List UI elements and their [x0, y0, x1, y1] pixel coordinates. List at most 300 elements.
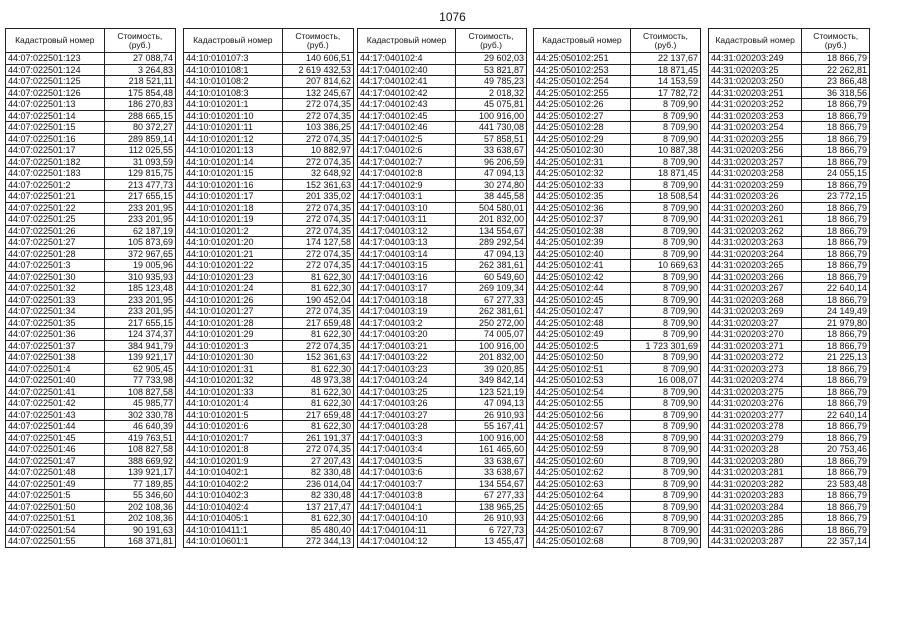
cost-value: 233 201,95 [104, 294, 175, 306]
cost-value: 8 709,90 [630, 306, 700, 318]
cost-value: 18 866,79 [802, 329, 870, 341]
cadastral-number: 44:17:040103:6 [358, 467, 456, 479]
header-row [184, 29, 354, 53]
cost-value: 17 782,72 [630, 87, 700, 99]
cost-value: 33 638,67 [456, 145, 527, 157]
cadastral-number: 44:31:020203:274 [709, 375, 802, 387]
table-row [358, 513, 527, 525]
cost-value: 8 709,90 [630, 317, 700, 329]
cadastral-number: 44:31:020203:257 [709, 156, 802, 168]
table-row [184, 225, 354, 237]
cost-value: 201 832,00 [456, 352, 527, 364]
cost-value: 138 965,25 [456, 501, 527, 513]
table-row [184, 237, 354, 249]
table-row [184, 214, 354, 226]
table-row [534, 317, 701, 329]
cadastral-number: 44:17:040103:16 [358, 271, 456, 283]
table-row [358, 306, 527, 318]
page-number: 1076 [439, 10, 466, 24]
cost-value: 218 521,11 [104, 76, 175, 88]
cost-value: 81 622,30 [282, 363, 353, 375]
table-row [534, 179, 701, 191]
cadastral-number: 44:07:022501:30 [6, 271, 105, 283]
cost-value: 217 659,48 [282, 317, 353, 329]
table-row [534, 478, 701, 490]
cadastral-number: 44:17:040102:42 [358, 87, 456, 99]
cadastral-number: 44:31:020203:273 [709, 363, 802, 375]
cost-value: 272 074,35 [282, 156, 353, 168]
cadastral-number: 44:25:050102:39 [534, 237, 631, 249]
table-row [358, 398, 527, 410]
cadastral-number: 44:25:050102:48 [534, 317, 631, 329]
cost-value: 18 866,79 [802, 53, 870, 65]
table-row [358, 421, 527, 433]
table-row [184, 329, 354, 341]
table-row [709, 490, 870, 502]
cadastral-number: 44:10:010201:8 [184, 444, 283, 456]
table-row [6, 306, 176, 318]
cost-value: 140 606,51 [282, 53, 353, 65]
cost-value: 27 088,74 [104, 53, 175, 65]
table-row [358, 386, 527, 398]
cadastral-number: 44:07:022501:49 [6, 478, 105, 490]
table-row [534, 122, 701, 134]
cost-value: 18 866,79 [802, 294, 870, 306]
cost-value: 185 123,48 [104, 283, 175, 295]
cost-value: 174 127,58 [282, 237, 353, 249]
cadastral-number: 44:17:040103:19 [358, 306, 456, 318]
cadastral-number: 44:10:010405:1 [184, 513, 283, 525]
cost-value: 33 638,67 [456, 467, 527, 479]
cadastral-table-1 [5, 28, 176, 548]
table-row [534, 306, 701, 318]
table-row [184, 536, 354, 548]
cadastral-number: 44:10:010201:29 [184, 329, 283, 341]
cost-value: 18 871,45 [630, 168, 700, 180]
cost-value: 53 821,87 [456, 64, 527, 76]
table-row [184, 386, 354, 398]
cadastral-number: 44:17:040103:17 [358, 283, 456, 295]
cadastral-number: 44:07:022501:42 [6, 398, 105, 410]
cost-value: 190 452,04 [282, 294, 353, 306]
cost-value: 18 866,79 [802, 179, 870, 191]
cost-value: 23 772,15 [802, 191, 870, 203]
cadastral-number: 44:10:010201:22 [184, 260, 283, 272]
cadastral-number: 44:07:022501:38 [6, 352, 105, 364]
cadastral-number: 44:07:022501:123 [6, 53, 105, 65]
cadastral-number: 44:31:020203:287 [709, 536, 802, 548]
table-row [184, 306, 354, 318]
cadastral-number: 44:07:022501:40 [6, 375, 105, 387]
table-row [358, 237, 527, 249]
table-row [534, 432, 701, 444]
cadastral-number: 44:31:020203:286 [709, 524, 802, 536]
cost-value: 18 866,79 [802, 432, 870, 444]
table-row [184, 513, 354, 525]
cadastral-number: 44:07:022501:126 [6, 87, 105, 99]
cost-value: 38 445,58 [456, 191, 527, 203]
table-row [358, 283, 527, 295]
cadastral-number: 44:07:022501:41 [6, 386, 105, 398]
cadastral-number: 44:25:050102:59 [534, 444, 631, 456]
cost-value: 22 137,67 [630, 53, 700, 65]
cost-value: 100 916,00 [456, 110, 527, 122]
table-row [534, 99, 701, 111]
cost-value: 236 014,04 [282, 478, 353, 490]
table-row [6, 260, 176, 272]
cost-value: 18 866,79 [802, 133, 870, 145]
cost-value: 100 916,00 [456, 340, 527, 352]
table-row [709, 260, 870, 272]
cost-value: 175 854,48 [104, 87, 175, 99]
cost-value: 8 709,90 [630, 179, 700, 191]
cost-value: 213 477,73 [104, 179, 175, 191]
cost-value: 419 763,51 [104, 432, 175, 444]
table-row [534, 191, 701, 203]
table-row [358, 179, 527, 191]
table-row [6, 156, 176, 168]
cadastral-number: 44:31:020203:281 [709, 467, 802, 479]
cadastral-number: 44:10:010201:13 [184, 145, 283, 157]
table-row [534, 398, 701, 410]
table-row [709, 329, 870, 341]
cost-value: 137 217,47 [282, 501, 353, 513]
cost-value: 441 730,08 [456, 122, 527, 134]
cadastral-number: 44:25:050102:65 [534, 501, 631, 513]
cadastral-number: 44:10:010201:11 [184, 122, 283, 134]
table-row [358, 455, 527, 467]
cadastral-number: 44:25:050102:254 [534, 76, 631, 88]
cost-value: 45 985,77 [104, 398, 175, 410]
cost-value: 22 640,14 [802, 409, 870, 421]
cadastral-number: 44:10:010201:7 [184, 432, 283, 444]
header-row [6, 29, 176, 53]
cost-value: 8 709,90 [630, 202, 700, 214]
cost-value: 18 866,79 [802, 375, 870, 387]
cost-value: 18 866,79 [802, 260, 870, 272]
cost-value: 18 508,54 [630, 191, 700, 203]
cadastral-number: 44:17:040103:3 [358, 432, 456, 444]
cost-value: 18 871,45 [630, 64, 700, 76]
cost-value: 18 866,79 [802, 122, 870, 134]
cadastral-number: 44:10:010402:4 [184, 501, 283, 513]
table-row [184, 444, 354, 456]
cadastral-number: 44:31:020203:278 [709, 421, 802, 433]
cost-value: 33 638,67 [456, 455, 527, 467]
cost-value: 30 274,80 [456, 179, 527, 191]
cadastral-number: 44:07:022501:15 [6, 122, 105, 134]
cost-value: 272 074,35 [282, 248, 353, 260]
cost-value: 49 785,23 [456, 76, 527, 88]
cadastral-number: 44:17:040102:45 [358, 110, 456, 122]
cadastral-number: 44:25:050102:54 [534, 386, 631, 398]
table-row [709, 179, 870, 191]
cadastral-number: 44:25:050102:5 [534, 340, 631, 352]
cadastral-number: 44:31:020203:269 [709, 306, 802, 318]
cadastral-number: 44:07:022501:26 [6, 225, 105, 237]
cadastral-number: 44:25:050102:56 [534, 409, 631, 421]
cadastral-number: 44:25:050102:67 [534, 524, 631, 536]
cost-value: 217 659,48 [282, 409, 353, 421]
cadastral-number: 44:17:040103:26 [358, 398, 456, 410]
table-row [184, 168, 354, 180]
cadastral-number: 44:07:022501:124 [6, 64, 105, 76]
cadastral-number: 44:25:050102:50 [534, 352, 631, 364]
cost-value: 18 866,79 [802, 513, 870, 525]
cost-value: 18 866,79 [802, 99, 870, 111]
cadastral-number: 44:25:050102:64 [534, 490, 631, 502]
table-row [358, 352, 527, 364]
cost-value: 8 709,90 [630, 398, 700, 410]
cadastral-number: 44:17:040103:4 [358, 444, 456, 456]
cadastral-number: 44:07:022501:48 [6, 467, 105, 479]
cost-value: 8 709,90 [630, 467, 700, 479]
cost-value: 186 270,83 [104, 99, 175, 111]
table-row [6, 432, 176, 444]
table-row [534, 271, 701, 283]
table-row [534, 352, 701, 364]
table-row [358, 340, 527, 352]
table-row [6, 490, 176, 502]
cost-value: 18 866,79 [802, 110, 870, 122]
table-row [709, 225, 870, 237]
cost-value: 388 669,92 [104, 455, 175, 467]
cadastral-number: 44:31:020203:26 [709, 191, 802, 203]
cadastral-number: 44:17:040103:12 [358, 225, 456, 237]
cost-value: 67 277,33 [456, 490, 527, 502]
cost-value: 217 655,15 [104, 191, 175, 203]
cadastral-number: 44:25:050102:66 [534, 513, 631, 525]
cost-value: 233 201,95 [104, 306, 175, 318]
cadastral-number: 44:10:010201:12 [184, 133, 283, 145]
cost-value: 13 455,47 [456, 536, 527, 548]
cost-value: 62 187,19 [104, 225, 175, 237]
table-row [534, 133, 701, 145]
table-row [534, 283, 701, 295]
cadastral-number: 44:10:010201:5 [184, 409, 283, 421]
cadastral-number: 44:17:040103:5 [358, 455, 456, 467]
table-row [709, 432, 870, 444]
cadastral-number: 44:10:010107:3 [184, 53, 283, 65]
cost-value: 55 167,41 [456, 421, 527, 433]
cost-value: 8 709,90 [630, 513, 700, 525]
cost-value: 108 827,58 [104, 386, 175, 398]
cadastral-number: 44:07:022501:44 [6, 421, 105, 433]
table-row [6, 133, 176, 145]
table-row [184, 283, 354, 295]
table-row [184, 467, 354, 479]
table-row [184, 99, 354, 111]
cost-value: 45 075,81 [456, 99, 527, 111]
cost-value: 32 648,92 [282, 168, 353, 180]
cost-value: 289 859,14 [104, 133, 175, 145]
cadastral-number: 44:17:040102:6 [358, 145, 456, 157]
cadastral-number: 44:31:020203:279 [709, 432, 802, 444]
table-row [709, 87, 870, 99]
cadastral-number: 44:31:020203:265 [709, 260, 802, 272]
table-row [184, 156, 354, 168]
cadastral-number: 44:07:022501:183 [6, 168, 105, 180]
cost-value: 272 074,35 [282, 133, 353, 145]
cost-value: 207 814,62 [282, 76, 353, 88]
table-row [534, 490, 701, 502]
table-row [184, 409, 354, 421]
cost-value: 18 866,79 [802, 145, 870, 157]
table-row [184, 271, 354, 283]
cadastral-number: 44:25:050102:58 [534, 432, 631, 444]
table-row [709, 444, 870, 456]
cost-value: 82 330,48 [282, 467, 353, 479]
table-row [534, 375, 701, 387]
cost-value: 201 335,02 [282, 191, 353, 203]
table-row [6, 398, 176, 410]
table-row [534, 363, 701, 375]
table-row [6, 191, 176, 203]
table-row [6, 375, 176, 387]
table-row [709, 248, 870, 260]
cost-value: 8 709,90 [630, 283, 700, 295]
cadastral-number: 44:10:010201:27 [184, 306, 283, 318]
cost-value: 18 866,79 [802, 501, 870, 513]
table-row [184, 501, 354, 513]
cost-value: 36 318,56 [802, 87, 870, 99]
table-row [709, 168, 870, 180]
cadastral-number: 44:17:040102:40 [358, 64, 456, 76]
table-row [534, 455, 701, 467]
table-row [534, 87, 701, 99]
cadastral-number-header: Кадастровый номер [358, 29, 456, 53]
table-row [709, 294, 870, 306]
table-row [358, 432, 527, 444]
table-row [358, 122, 527, 134]
cost-value: 201 832,00 [456, 214, 527, 226]
table-row [534, 444, 701, 456]
cost-value: 8 709,90 [630, 455, 700, 467]
cadastral-number: 44:25:050102:29 [534, 133, 631, 145]
cost-value: 23 583,48 [802, 478, 870, 490]
table-row [6, 455, 176, 467]
table-row [358, 76, 527, 88]
cost-value: 272 074,35 [282, 99, 353, 111]
cadastral-number: 44:31:020203:271 [709, 340, 802, 352]
cadastral-number: 44:31:020203:251 [709, 87, 802, 99]
table-row [6, 524, 176, 536]
table-row [6, 421, 176, 433]
cost-value: 18 866,79 [802, 248, 870, 260]
cadastral-number: 44:17:040103:25 [358, 386, 456, 398]
cost-value: 288 665,15 [104, 110, 175, 122]
cadastral-number: 44:17:040103:22 [358, 352, 456, 364]
cadastral-table-2 [183, 28, 354, 548]
table-row [709, 386, 870, 398]
table-row [358, 225, 527, 237]
table-row [184, 352, 354, 364]
cost-value: 129 815,75 [104, 168, 175, 180]
table-row [184, 432, 354, 444]
cadastral-number: 44:31:020203:259 [709, 179, 802, 191]
cadastral-number: 44:25:050102:57 [534, 421, 631, 433]
cadastral-number: 44:31:020203:252 [709, 99, 802, 111]
table-row [709, 64, 870, 76]
cadastral-number: 44:25:050102:33 [534, 179, 631, 191]
cadastral-number: 44:31:020203:276 [709, 398, 802, 410]
table-row [358, 490, 527, 502]
cadastral-number: 44:10:010201:10 [184, 110, 283, 122]
table-row [534, 237, 701, 249]
table-row [358, 64, 527, 76]
table-row [534, 110, 701, 122]
table-row [6, 467, 176, 479]
cost-value: 202 108,36 [104, 513, 175, 525]
cost-value: 272 074,35 [282, 214, 353, 226]
cadastral-number: 44:25:050102:68 [534, 536, 631, 548]
cadastral-number: 44:07:022501:55 [6, 536, 105, 548]
cadastral-number: 44:17:040103:21 [358, 340, 456, 352]
cost-value: 46 640,39 [104, 421, 175, 433]
cadastral-number: 44:10:010108:3 [184, 87, 283, 99]
table-row [534, 225, 701, 237]
table-row [358, 444, 527, 456]
cadastral-number: 44:10:010201:16 [184, 179, 283, 191]
cost-value: 8 709,90 [630, 363, 700, 375]
cost-value: 57 858,51 [456, 133, 527, 145]
table-row [6, 409, 176, 421]
cost-value: 18 866,79 [802, 340, 870, 352]
table-row [534, 76, 701, 88]
cost-value: 8 709,90 [630, 421, 700, 433]
cadastral-number: 44:17:040103:24 [358, 375, 456, 387]
cost-value: 18 866,79 [802, 398, 870, 410]
table-row [184, 179, 354, 191]
cadastral-number: 44:07:022501:51 [6, 513, 105, 525]
cost-value: 8 709,90 [630, 294, 700, 306]
cadastral-number: 44:25:050102:35 [534, 191, 631, 203]
cost-value: 261 191,37 [282, 432, 353, 444]
cadastral-number: 44:31:020203:261 [709, 214, 802, 226]
table-row [709, 99, 870, 111]
table-row [709, 363, 870, 375]
table-row [709, 122, 870, 134]
table-row [709, 455, 870, 467]
cadastral-number: 44:31:020203:260 [709, 202, 802, 214]
cadastral-number: 44:10:010201:2 [184, 225, 283, 237]
cost-value: 233 201,95 [104, 202, 175, 214]
cadastral-number: 44:07:022501:13 [6, 99, 105, 111]
table-row [358, 87, 527, 99]
cadastral-number: 44:10:010402:1 [184, 467, 283, 479]
table-row [6, 513, 176, 525]
table-row [184, 248, 354, 260]
cadastral-number: 44:17:040103:15 [358, 260, 456, 272]
table-row [709, 76, 870, 88]
cadastral-number: 44:10:010201:1 [184, 99, 283, 111]
cost-value: 8 709,90 [630, 536, 700, 548]
cost-value: 18 866,79 [802, 225, 870, 237]
table-row [6, 363, 176, 375]
table-row [358, 191, 527, 203]
cadastral-number: 44:25:050102:255 [534, 87, 631, 99]
table-row [184, 455, 354, 467]
cost-value: 10 882,97 [282, 145, 353, 157]
cadastral-number: 44:25:050102:45 [534, 294, 631, 306]
cadastral-number: 44:25:050102:251 [534, 53, 631, 65]
cadastral-number: 44:25:050102:53 [534, 375, 631, 387]
table-row [184, 53, 354, 65]
cost-value: 8 709,90 [630, 99, 700, 111]
cost-value: 152 361,63 [282, 352, 353, 364]
table-row [184, 145, 354, 157]
cost-header: Стоимость, (руб.) [282, 29, 353, 53]
